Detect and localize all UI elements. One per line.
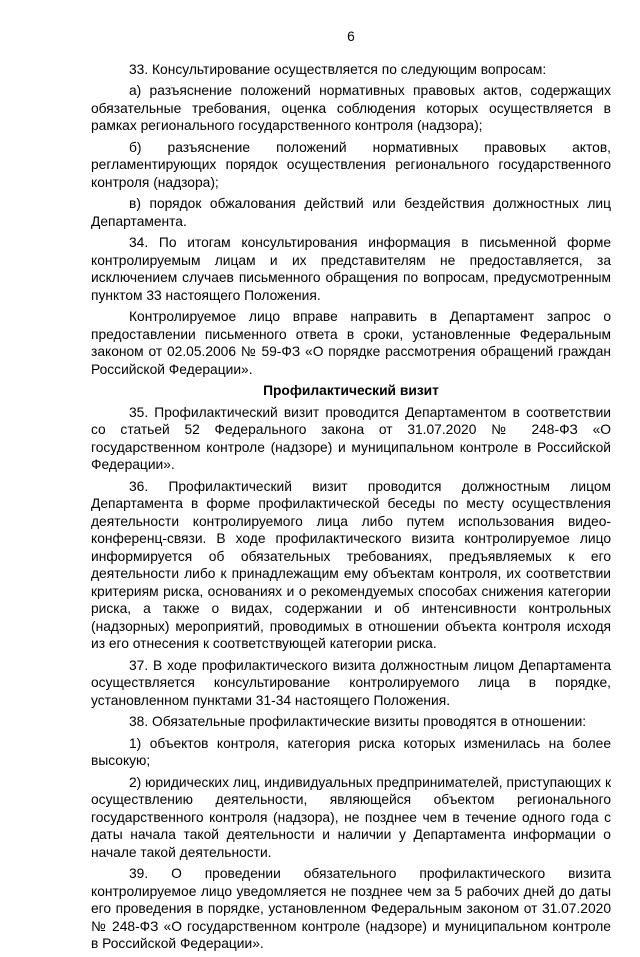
paragraph-33-b: б) разъяснение положений нормативных правовых актов, регламентирующих порядок осуществления регионального государственного контроля (надзора); [91,139,611,190]
paragraph-39: 39. О проведении обязательного профилактического визита контролируемое лицо уведомляется не позднее чем за 5 рабочих дней до даты его проведения в порядке, установленном Федеральным законом от 31.07.2020 № 248-ФЗ «О государственном контроле (надзоре) и муниципальном контроле в Российской Федерации». [91,866,611,951]
paragraph-38-2: 2) юридических лиц, индивидуальных предпринимателей, приступающих к осуществлению деятельности, являющейся объектом регионального государственного контроля (надзора), не позднее чем в течение одного года с даты начала такой деятельности и наличии у Департамента информации о начале такой деятельности. [91,774,611,860]
paragraph-38-1: 1) объектов контроля, категория риска которых изменилась на более высокую; [91,735,611,768]
paragraph-33-a: а) разъяснение положений нормативных правовых актов, содержащих обязательные требования, оценка соблюдения которых осуществляется в рамках регионального государственного контроля (надзора); [91,83,611,133]
paragraph-33: 33. Консультирование осуществляется по следующим вопросам: [129,61,547,77]
page-number: 6 [347,29,355,44]
paragraph-33-v: в) порядок обжалования действий или бездействия должностных лиц Департамента. [91,196,611,229]
section-heading: Профилактический визит [263,383,439,398]
paragraph-34: 34. По итогам консультирования информация в письменной форме контролируемым лицам и их представителям не предоставляется, за исключением случаев письменного обращения по вопросам, предусмотренным пунктом 33 настоящего Положения. [91,235,611,303]
paragraph-35: 35. Профилактический визит проводится Департаментом в соответствии со статьей 52 Федерального закона от 31.07.2020 № 248-ФЗ «О государственном контроле (надзоре) и муниципальном контроле в Российской Федерации». [91,404,611,472]
document-page [91,28,611,957]
paragraph-34-request: Контролируемое лицо вправе направить в Департамент запрос о предоставлении письменного ответа в сроки, установленные Федеральным законом от 02.05.2006 № 59-ФЗ «О порядке рассмотрения обращений граждан Российской Федерации». [91,309,611,377]
paragraph-37: 37. В ходе профилактического визита должностным лицом Департамента осуществляется консультирование контролируемого лица в порядке, установленном пунктами 31-34 настоящего Положения. [91,657,611,708]
paragraph-36: 36. Профилактический визит проводится должностным лицом Департамента в форме профилактической беседы по месту осуществления деятельности контролируемого лица либо путем использования видео-конференц-связи. В ходе профилактического визита контролируемое лицо информируется об обязательных требованиях, предъявляемых к его деятельности либо к принадлежащим ему объектам контроля, их соответствии критериям риска, основаниях и о рекомендуемых способах снижения категории риска, а также о видах, содержании и об интенсивности контрольных (надзорных) мероприятий, проводимых в отношении объекта контроля исходя из его отнесения к соответствующей категории риска. [91,478,611,651]
paragraph-38: 38. Обязательные профилактические визиты проводятся в отношении: [129,714,587,729]
